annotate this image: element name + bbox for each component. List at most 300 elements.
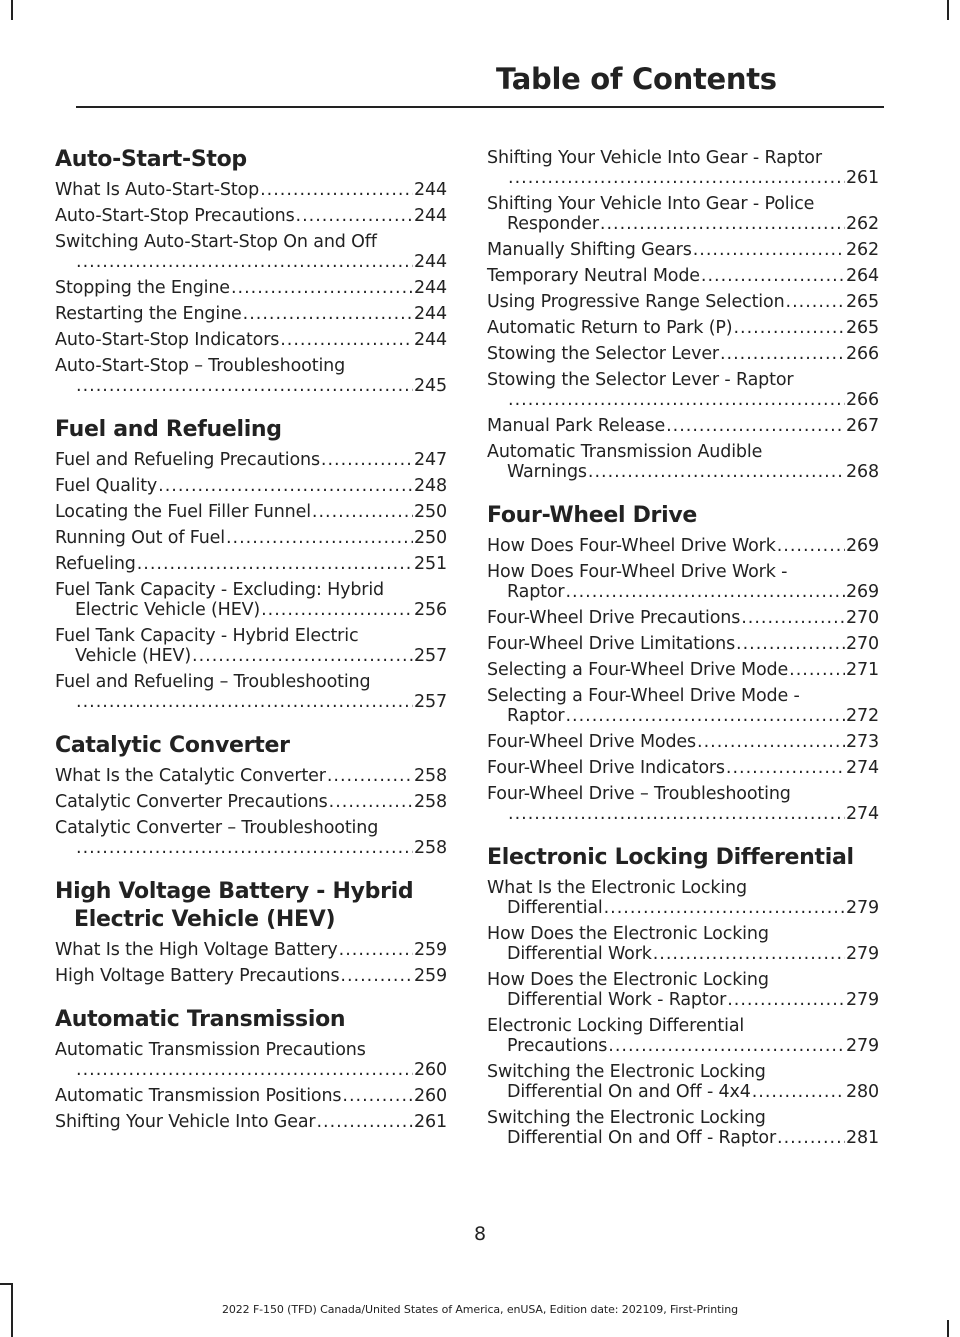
toc-entry-page: 251 [414, 554, 447, 574]
toc-entry-row [487, 240, 879, 260]
toc-entry-page: 269 [846, 536, 879, 556]
dot-leader [340, 966, 413, 986]
toc-entry-title: Differential [507, 898, 603, 918]
toc-entry-row [55, 528, 447, 548]
toc-entry[interactable] [55, 966, 447, 986]
toc-entry-page: 245 [414, 376, 447, 396]
dot-leader [666, 416, 845, 436]
toc-entry-row [487, 660, 879, 680]
toc-entry-page: 267 [846, 416, 879, 436]
toc-entry-row [55, 646, 447, 666]
toc-entry[interactable] [55, 206, 447, 226]
toc-entry-row [487, 970, 879, 990]
toc-entry-title: Four-Wheel Drive Limitations [487, 634, 736, 654]
dot-leader [508, 168, 845, 188]
toc-entry-row [55, 838, 447, 858]
toc-entry-title: Manual Park Release [487, 416, 666, 436]
toc-entry-row [487, 168, 879, 188]
toc-entry-page: 257 [414, 692, 447, 712]
dot-leader [508, 804, 845, 824]
toc-entry[interactable] [487, 924, 879, 964]
toc-entry-row [487, 318, 879, 338]
toc-entry-page: 273 [846, 732, 879, 752]
dot-leader [789, 660, 845, 680]
toc-entry[interactable] [55, 232, 447, 272]
toc-entry-row [55, 554, 447, 574]
toc-entry-row [487, 214, 879, 234]
toc-entry-row [55, 476, 447, 496]
toc-entry[interactable] [487, 292, 879, 312]
toc-entry-page: 250 [414, 528, 447, 548]
toc-entry-page: 281 [846, 1128, 879, 1148]
toc-section [55, 878, 447, 986]
toc-entry-row [487, 924, 879, 944]
crop-mark [947, 0, 949, 20]
dot-leader [231, 278, 413, 298]
toc-entry-row [487, 562, 879, 582]
toc-entry-title: Vehicle (HEV) [75, 646, 192, 666]
toc-entry-title: Four-Wheel Drive – Troubleshooting [487, 784, 791, 804]
dot-leader [565, 706, 845, 726]
section-heading [55, 732, 447, 760]
toc-entry-page: 270 [846, 608, 879, 628]
footer-edition-info: 2022 F-150 (TFD) Canada/United States of America, enUSA, Edition date: 202109, First-Printing [221, 1303, 739, 1316]
dot-leader [339, 940, 413, 960]
toc-entry[interactable] [55, 330, 447, 350]
toc-section [55, 732, 447, 858]
toc-entry-page: 268 [846, 462, 879, 482]
toc-entry-row [487, 1128, 879, 1148]
toc-entry[interactable] [55, 278, 447, 298]
dot-leader [342, 1086, 413, 1106]
toc-entry-title: What Is the Electronic Locking [487, 878, 747, 898]
toc-entry-title: Responder [507, 214, 599, 234]
toc-entry-title: Shifting Your Vehicle Into Gear - Raptor [487, 148, 822, 168]
toc-entry-title: What Is the Catalytic Converter [55, 766, 326, 786]
dot-leader [327, 766, 413, 786]
toc-entry[interactable] [487, 194, 879, 234]
toc-entry[interactable] [55, 672, 447, 712]
toc-entry-page: 266 [846, 390, 879, 410]
toc-entry-list [55, 766, 447, 858]
toc-entry-page: 244 [414, 304, 447, 324]
toc-right-column [487, 148, 879, 1168]
toc-entry-row [487, 634, 879, 654]
dot-leader [733, 318, 845, 338]
toc-entry-row [55, 304, 447, 324]
toc-entry[interactable] [55, 626, 447, 666]
section-heading [55, 878, 447, 934]
toc-entry-title: Auto-Start-Stop – Troubleshooting [55, 356, 346, 376]
toc-entry-title: How Does the Electronic Locking [487, 970, 769, 990]
toc-entry-row [487, 1082, 879, 1102]
toc-entry[interactable] [487, 1108, 879, 1148]
toc-entry-title: Temporary Neutral Mode [487, 266, 700, 286]
toc-entry-row [487, 990, 879, 1010]
toc-section [55, 146, 447, 396]
toc-entry-page: 262 [846, 240, 879, 260]
toc-entry-row [487, 148, 879, 168]
toc-entry-page: 272 [846, 706, 879, 726]
dot-leader [741, 608, 845, 628]
toc-entry[interactable] [487, 442, 879, 482]
toc-entry-row [55, 1060, 447, 1080]
toc-entry[interactable] [55, 554, 447, 574]
header-rule [76, 106, 884, 108]
toc-entry-title: Manually Shifting Gears [487, 240, 692, 260]
toc-entry-row [487, 686, 879, 706]
section-heading-line: Electronic Locking Differential [487, 845, 854, 870]
toc-entry[interactable] [55, 502, 447, 522]
crop-mark [0, 1283, 13, 1285]
toc-entry[interactable] [487, 784, 879, 824]
toc-entry-title: Fuel Tank Capacity - Excluding: Hybrid [55, 580, 385, 600]
toc-entry-row [487, 1108, 879, 1128]
dot-leader [243, 304, 413, 324]
toc-entry-title: Shifting Your Vehicle Into Gear [55, 1112, 316, 1132]
toc-entry-row [55, 766, 447, 786]
toc-entry[interactable] [487, 732, 879, 752]
toc-entry-row [487, 706, 879, 726]
dot-leader [280, 330, 413, 350]
toc-entry-row [55, 940, 447, 960]
toc-entry-page: 248 [414, 476, 447, 496]
dot-leader [312, 502, 413, 522]
dot-leader [777, 536, 845, 556]
toc-entry-row [487, 732, 879, 752]
section-heading-line: Auto-Start-Stop [55, 147, 247, 172]
toc-entry-row [487, 462, 879, 482]
toc-entry[interactable] [487, 1062, 879, 1102]
toc-entry-row [487, 344, 879, 364]
section-heading [487, 502, 879, 530]
section-heading-line: Fuel and Refueling [55, 417, 282, 442]
toc-entry-title: Auto-Start-Stop Indicators [55, 330, 280, 350]
toc-entry-list [55, 180, 447, 396]
toc-entry-title: Locating the Fuel Filler Funnel [55, 502, 311, 522]
toc-entry-title: Stopping the Engine [55, 278, 230, 298]
toc-entry-title: Raptor [507, 706, 565, 726]
toc-entry[interactable] [55, 304, 447, 324]
toc-entry-list [55, 450, 447, 712]
toc-entry-page: 269 [846, 582, 879, 602]
toc-entry[interactable] [487, 686, 879, 726]
toc-entry-row [55, 330, 447, 350]
toc-entry-row [487, 758, 879, 778]
toc-entry-row [55, 1040, 447, 1060]
toc-entry-row [55, 580, 447, 600]
toc-entry-page: 265 [846, 318, 879, 338]
dot-leader [226, 528, 413, 548]
toc-entry-title: Catalytic Converter – Troubleshooting [55, 818, 379, 838]
toc-entry-title: Electronic Locking Differential [487, 1016, 745, 1036]
toc-entry[interactable] [487, 878, 879, 918]
toc-entry-title: Selecting a Four-Wheel Drive Mode [487, 660, 789, 680]
toc-entry[interactable] [487, 562, 879, 602]
toc-entry-title: Automatic Return to Park (P) [487, 318, 733, 338]
dot-leader [137, 554, 413, 574]
toc-entry[interactable] [487, 318, 879, 338]
toc-entry-row [487, 292, 879, 312]
dot-leader [752, 1082, 845, 1102]
toc-entry-row [55, 692, 447, 712]
toc-entry[interactable] [55, 450, 447, 470]
toc-entry[interactable] [55, 180, 447, 200]
toc-entry-title: Four-Wheel Drive Precautions [487, 608, 741, 628]
toc-entry-list [487, 878, 879, 1148]
toc-entry-page: 244 [414, 252, 447, 272]
toc-left-column [55, 146, 447, 1152]
toc-entry-row [55, 1112, 447, 1132]
toc-entry-title: Differential Work [507, 944, 652, 964]
toc-entry-page: 259 [414, 966, 447, 986]
toc-entry-page: 260 [414, 1060, 447, 1080]
toc-entry-page: 274 [846, 804, 879, 824]
dot-leader [653, 944, 845, 964]
toc-entry-title: Restarting the Engine [55, 304, 242, 324]
dot-leader [76, 692, 413, 712]
toc-entry-row [487, 1036, 879, 1056]
toc-entry-title: Fuel Quality [55, 476, 158, 496]
toc-entry-title: Switching Auto-Start-Stop On and Off [55, 232, 377, 252]
toc-entry-title: High Voltage Battery Precautions [55, 966, 340, 986]
toc-entry-title: Automatic Transmission Positions [55, 1086, 342, 1106]
toc-entry-row [487, 1016, 879, 1036]
toc-entry-row [487, 194, 879, 214]
toc-entry[interactable] [55, 792, 447, 812]
dot-leader [736, 634, 845, 654]
dot-leader [329, 792, 413, 812]
dot-leader [76, 1060, 413, 1080]
toc-entry-list [55, 940, 447, 986]
toc-entry-page: 261 [846, 168, 879, 188]
toc-entry-row [55, 278, 447, 298]
toc-entry-title: How Does Four-Wheel Drive Work - [487, 562, 788, 582]
section-heading [55, 416, 447, 444]
toc-entry-page: 274 [846, 758, 879, 778]
toc-entry-row [55, 672, 447, 692]
toc-entry-title: Fuel Tank Capacity - Hybrid Electric [55, 626, 359, 646]
toc-entry-title: Fuel and Refueling – Troubleshooting [55, 672, 371, 692]
toc-entry-page: 257 [414, 646, 447, 666]
dot-leader [260, 180, 413, 200]
toc-entry-page: 261 [414, 1112, 447, 1132]
toc-entry[interactable] [487, 1016, 879, 1056]
dot-leader [192, 646, 413, 666]
toc-entry-page: 244 [414, 330, 447, 350]
toc-entry-list [55, 1040, 447, 1132]
dot-leader [608, 1036, 845, 1056]
toc-entry[interactable] [55, 580, 447, 620]
toc-entry-row [487, 536, 879, 556]
dot-leader [158, 476, 413, 496]
toc-entry[interactable] [487, 416, 879, 436]
toc-entry-page: 279 [846, 944, 879, 964]
toc-entry[interactable] [487, 266, 879, 286]
toc-entry[interactable] [55, 528, 447, 548]
toc-entry[interactable] [55, 356, 447, 396]
crop-mark [11, 0, 13, 20]
section-heading [487, 844, 879, 872]
dot-leader [777, 1128, 845, 1148]
toc-entry[interactable] [55, 1086, 447, 1106]
toc-entry[interactable] [487, 370, 879, 410]
toc-entry[interactable] [55, 1040, 447, 1080]
toc-entry-row [487, 784, 879, 804]
toc-entry-title: Using Progressive Range Selection [487, 292, 785, 312]
toc-entry-page: 259 [414, 940, 447, 960]
toc-entry-row [55, 356, 447, 376]
toc-entry-title: Raptor [507, 582, 565, 602]
toc-entry-page: 260 [414, 1086, 447, 1106]
toc-entry-row [487, 370, 879, 390]
toc-entry[interactable] [487, 148, 879, 188]
toc-entry-row [55, 252, 447, 272]
dot-leader [693, 240, 845, 260]
toc-entry-page: 244 [414, 206, 447, 226]
dot-leader [76, 252, 413, 272]
toc-entry-title: Auto-Start-Stop Precautions [55, 206, 295, 226]
toc-entry-row [487, 266, 879, 286]
toc-entry[interactable] [487, 344, 879, 364]
dot-leader [604, 898, 845, 918]
dot-leader [786, 292, 846, 312]
toc-entry-row [55, 600, 447, 620]
toc-entry-title: Refueling [55, 554, 136, 574]
toc-entry-title: Differential On and Off - 4x4 [507, 1082, 751, 1102]
toc-entry-row [55, 206, 447, 226]
toc-entry-list [487, 148, 879, 482]
dot-leader [565, 582, 845, 602]
toc-entry-row [487, 416, 879, 436]
toc-entry[interactable] [487, 660, 879, 680]
toc-entry-row [55, 502, 447, 522]
toc-entry-title: Automatic Transmission Audible [487, 442, 763, 462]
toc-entry-row [55, 966, 447, 986]
toc-entry-row [487, 878, 879, 898]
toc-entry-row [487, 1062, 879, 1082]
dot-leader [600, 214, 845, 234]
dot-leader [720, 344, 845, 364]
toc-section [55, 1006, 447, 1132]
toc-entry-title: Four-Wheel Drive Indicators [487, 758, 725, 778]
section-heading [55, 146, 447, 174]
dot-leader [508, 390, 845, 410]
dot-leader [701, 266, 845, 286]
section-heading-line: Four-Wheel Drive [487, 503, 697, 528]
toc-entry-title: Switching the Electronic Locking [487, 1062, 766, 1082]
toc-section [487, 844, 879, 1148]
toc-entry-page: 266 [846, 344, 879, 364]
toc-entry-row [487, 608, 879, 628]
toc-entry-row [55, 450, 447, 470]
toc-entry[interactable] [55, 476, 447, 496]
toc-entry-page: 244 [414, 278, 447, 298]
toc-entry-title: Running Out of Fuel [55, 528, 225, 548]
toc-entry[interactable] [487, 634, 879, 654]
toc-entry-page: 244 [414, 180, 447, 200]
toc-entry-page: 258 [414, 838, 447, 858]
toc-entry-title: How Does the Electronic Locking [487, 924, 769, 944]
dot-leader [321, 450, 413, 470]
toc-entry-title: Electric Vehicle (HEV) [75, 600, 261, 620]
dot-leader [588, 462, 845, 482]
dot-leader [261, 600, 413, 620]
toc-section [487, 148, 879, 482]
toc-entry-row [487, 898, 879, 918]
toc-entry-title: Stowing the Selector Lever [487, 344, 719, 364]
toc-entry[interactable] [487, 240, 879, 260]
crop-mark [947, 1320, 949, 1337]
toc-entry-row [487, 582, 879, 602]
dot-leader [76, 376, 413, 396]
toc-entry-page: 280 [846, 1082, 879, 1102]
toc-entry[interactable] [55, 818, 447, 858]
toc-entry-title: Catalytic Converter Precautions [55, 792, 328, 812]
toc-entry-title: Warnings [507, 462, 587, 482]
toc-entry-title: How Does Four-Wheel Drive Work [487, 536, 776, 556]
toc-entry-title: Automatic Transmission Precautions [55, 1040, 366, 1060]
dot-leader [726, 758, 845, 778]
toc-entry-page: 258 [414, 766, 447, 786]
toc-entry[interactable] [55, 1112, 447, 1132]
toc-entry-title: Differential Work - Raptor [507, 990, 727, 1010]
toc-entry[interactable] [55, 940, 447, 960]
dot-leader [697, 732, 845, 752]
toc-entry-page: 247 [414, 450, 447, 470]
toc-entry-row [487, 442, 879, 462]
toc-entry-title: Fuel and Refueling Precautions [55, 450, 320, 470]
toc-entry-page: 262 [846, 214, 879, 234]
toc-entry-row [487, 804, 879, 824]
toc-entry-title: Selecting a Four-Wheel Drive Mode - [487, 686, 800, 706]
toc-entry-row [55, 818, 447, 838]
toc-entry-page: 271 [846, 660, 879, 680]
toc-entry-page: 264 [846, 266, 879, 286]
toc-entry-page: 250 [414, 502, 447, 522]
toc-entry-title: Switching the Electronic Locking [487, 1108, 766, 1128]
toc-entry-row [55, 1086, 447, 1106]
toc-section [487, 502, 879, 824]
toc-entry-title: Stowing the Selector Lever - Raptor [487, 370, 794, 390]
toc-entry-row [55, 626, 447, 646]
toc-entry[interactable] [487, 970, 879, 1010]
toc-entry[interactable] [487, 536, 879, 556]
section-heading-line: Catalytic Converter [55, 733, 290, 758]
dot-leader [727, 990, 845, 1010]
toc-entry-title: What Is the High Voltage Battery [55, 940, 338, 960]
section-heading-line: Electric Vehicle (HEV) [74, 907, 336, 932]
toc-entry[interactable] [487, 758, 879, 778]
dot-leader [316, 1112, 413, 1132]
section-heading-line: High Voltage Battery - Hybrid [55, 879, 414, 904]
toc-entry-title: Shifting Your Vehicle Into Gear - Police [487, 194, 815, 214]
toc-entry-title: Four-Wheel Drive Modes [487, 732, 696, 752]
toc-entry-title: Differential On and Off - Raptor [507, 1128, 776, 1148]
toc-entry-page: 256 [414, 600, 447, 620]
toc-entry-row [55, 232, 447, 252]
toc-entry-row [487, 390, 879, 410]
dot-leader [296, 206, 414, 226]
toc-entry-row [55, 376, 447, 396]
toc-entry-page: 270 [846, 634, 879, 654]
toc-entry[interactable] [55, 766, 447, 786]
toc-entry[interactable] [487, 608, 879, 628]
toc-entry-row [55, 180, 447, 200]
toc-entry-page: 279 [846, 1036, 879, 1056]
page-title: Table of Contents [496, 62, 777, 96]
toc-entry-list [487, 536, 879, 824]
